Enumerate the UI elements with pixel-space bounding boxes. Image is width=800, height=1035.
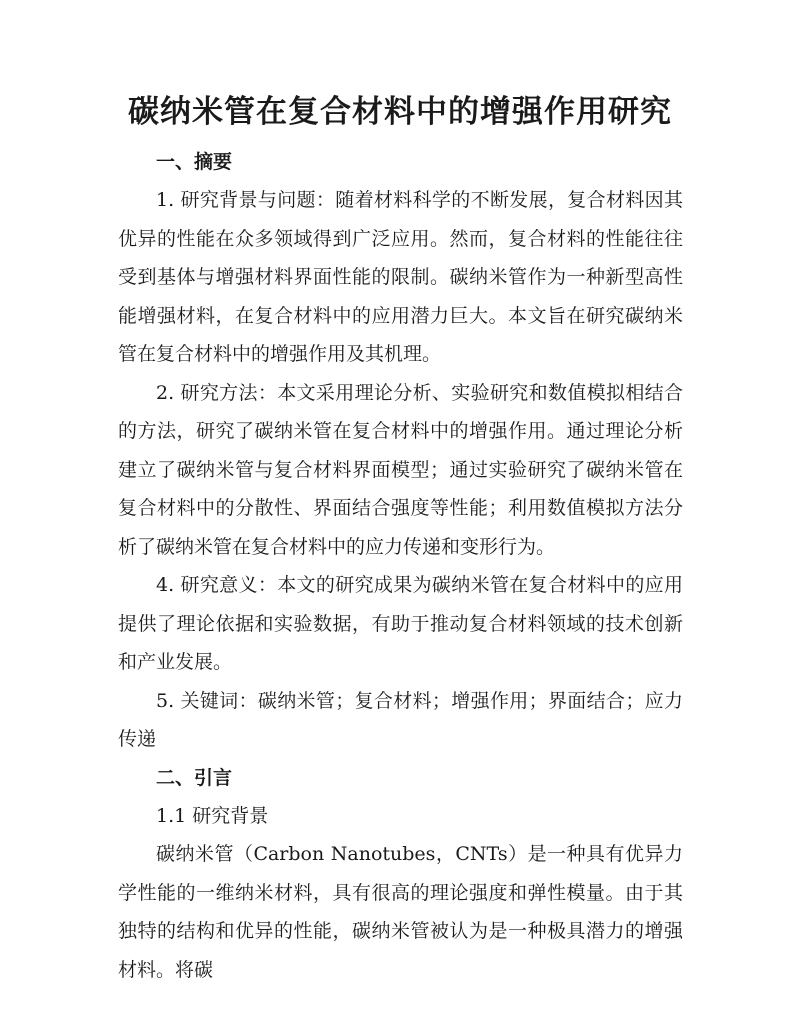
abstract-paragraph-significance: 4. 研究意义：本文的研究成果为碳纳米管在复合材料中的应用提供了理论依据和实验数据，有助于推动复合材料领域的技术创新和产业发展。 (118, 574, 683, 673)
abstract-paragraph-keywords: 5. 关键词：碳纳米管；复合材料；增强作用；界面结合；应力传递 (118, 689, 683, 750)
section-heading-introduction: 二、引言 (156, 766, 233, 789)
subsection-heading-background: 1.1 研究背景 (156, 804, 269, 827)
abstract-paragraph-background: 1. 研究背景与问题：随着材料科学的不断发展，复合材料因其优异的性能在众多领域得到广泛应用。然而，复合材料的性能往往受到基体与增强材料界面性能的限制。碳纳米管作为一种新型高性能增强材料，在复合材料中的应用潜力巨大。本文旨在研究碳纳米管在复合材料中的增强作用及其机理。 (118, 189, 683, 365)
document-body (118, 143, 683, 989)
abstract-paragraph-method: 2. 研究方法：本文采用理论分析、实验研究和数值模拟相结合的方法，研究了碳纳米管在复合材料中的增强作用。通过理论分析建立了碳纳米管与复合材料界面模型；通过实验研究了碳纳米管在复合材料中的分散性、界面结合强度等性能；利用数值模拟方法分析了碳纳米管在复合材料中的应力传递和变形行为。 (118, 381, 683, 558)
section-heading-abstract: 一、摘要 (156, 151, 233, 173)
introduction-paragraph: 碳纳米管（Carbon Nanotubes，CNTs）是一种具有优异力学性能的一维纳米材料，具有很高的理论强度和弹性模量。由于其独特的结构和优异的性能，碳纳米管被认为是一种极具潜力的增强材料。将碳 (118, 843, 683, 981)
document-title: 碳纳米管在复合材料中的增强作用研究 (128, 94, 672, 130)
